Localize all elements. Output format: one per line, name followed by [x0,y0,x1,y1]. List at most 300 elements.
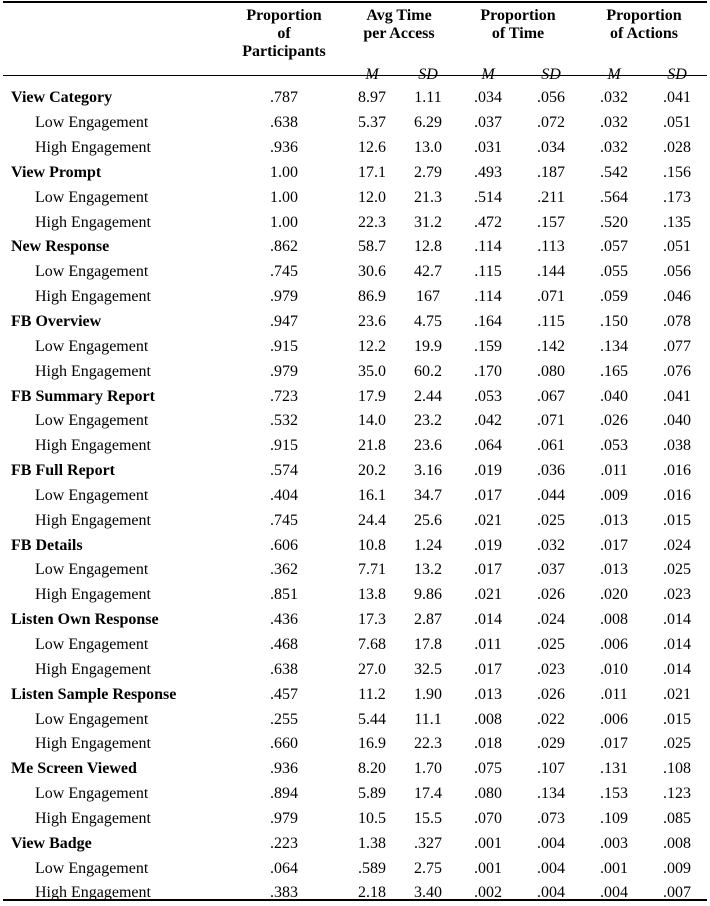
table-row [3,409,707,434]
cell-participants: .404 [270,486,298,504]
cell-prop-time-sd: .061 [537,437,565,455]
cell-avg-time-sd: 167 [416,288,440,306]
cell-participants: .574 [270,462,298,480]
cell-prop-time-m: .017 [474,561,502,579]
cell-avg-time-sd: 60.2 [414,362,442,380]
cell-prop-time-sd: .107 [537,760,565,778]
subheader-blank [3,61,225,86]
row-label: High Engagement [35,809,151,827]
header-line: Proportion [480,7,556,24]
cell-prop-actions-sd: .028 [663,139,692,157]
table-row [3,459,707,484]
cell-avg-time-sd: 22.3 [414,735,442,753]
subheader-m: M [365,66,379,83]
cell-prop-time-sd: .056 [537,89,565,107]
cell-prop-actions-m: .013 [600,511,629,529]
cell-prop-actions-m: .010 [600,660,629,678]
table-row [3,161,707,186]
cell-participants: .979 [270,362,298,380]
statistics-table [3,3,707,906]
cell-prop-time-m: .053 [474,387,502,405]
table-row [3,732,707,757]
cell-avg-time-m: 7.68 [358,635,386,653]
cell-avg-time-sd: 6.29 [414,114,442,132]
cell-prop-actions-sd: .038 [663,437,692,455]
subheader-blank [225,61,343,86]
cell-participants: .936 [270,139,298,157]
cell-avg-time-sd: 1.70 [414,760,442,778]
cell-participants: .915 [270,337,298,355]
cell-avg-time-sd: 9.86 [414,586,442,604]
table-row [3,831,707,856]
table-row [3,235,707,260]
header-line: Proportion [246,7,322,24]
cell-prop-time-sd: .071 [537,412,565,430]
row-label: High Engagement [35,586,151,604]
cell-avg-time-m: 8.97 [358,89,386,107]
header-line: of Actions [610,25,679,42]
cell-prop-actions-m: .008 [600,611,629,629]
cell-prop-actions-m: .165 [600,362,629,380]
cell-participants: .745 [270,511,298,529]
row-label: FB Full Report [11,462,115,480]
cell-prop-actions-sd: .015 [663,710,692,728]
cell-participants: .064 [270,859,298,877]
row-label: Low Engagement [35,114,149,132]
cell-prop-time-m: .170 [474,362,502,380]
table-row [3,334,707,359]
header-row [3,3,707,61]
cell-prop-time-m: .031 [474,139,502,157]
row-label: View Badge [11,834,92,852]
table-row [3,757,707,782]
row-label: Low Engagement [35,561,149,579]
cell-prop-time-sd: .025 [537,635,565,653]
cell-avg-time-sd: 23.6 [414,437,442,455]
cell-prop-actions-sd: .025 [663,561,692,579]
cell-prop-actions-m: .017 [600,735,629,753]
cell-prop-time-m: .017 [474,486,502,504]
cell-prop-time-m: .019 [474,536,502,554]
cell-participants: .851 [270,586,298,604]
cell-avg-time-sd: 2.44 [414,387,442,405]
table-row [3,86,707,111]
table-row [3,533,707,558]
cell-prop-time-sd: .044 [537,486,565,504]
cell-prop-actions-sd: .007 [663,884,692,902]
cell-avg-time-sd: 1.24 [414,536,442,554]
cell-avg-time-sd: 15.5 [414,809,442,827]
cell-prop-actions-sd: .051 [663,114,692,132]
cell-prop-time-m: .021 [474,586,502,604]
cell-prop-time-m: .115 [474,263,502,281]
header-line: of [277,25,291,42]
cell-prop-actions-m: .564 [600,188,629,206]
row-label: Low Engagement [35,412,149,430]
cell-avg-time-m: 10.5 [358,809,386,827]
subheader-sd: SD [667,66,687,83]
table-row [3,434,707,459]
cell-participants: 1.00 [270,188,298,206]
row-label: View Category [11,89,113,107]
cell-participants: 1.00 [270,213,298,231]
row-label: Low Engagement [35,785,149,803]
cell-prop-actions-m: .131 [600,760,629,778]
row-label: Low Engagement [35,263,149,281]
cell-prop-time-sd: .142 [537,337,565,355]
table-row [3,185,707,210]
cell-prop-actions-sd: .014 [663,660,692,678]
row-label: Low Engagement [35,859,149,877]
table-row [3,856,707,881]
cell-participants: 1.00 [270,163,298,181]
cell-prop-actions-m: .011 [600,685,628,703]
cell-prop-time-m: .514 [474,188,502,206]
row-label: High Engagement [35,735,151,753]
cell-avg-time-sd: 17.8 [414,635,442,653]
cell-avg-time-sd: 13.0 [414,139,442,157]
cell-prop-time-sd: .144 [537,263,565,281]
cell-prop-time-sd: .134 [537,785,565,803]
table-row [3,633,707,658]
cell-prop-actions-sd: .135 [663,213,692,231]
cell-prop-time-m: .013 [474,685,502,703]
cell-prop-time-m: .008 [474,710,502,728]
row-label: High Engagement [35,511,151,529]
table-row [3,136,707,161]
cell-prop-actions-sd: .016 [663,486,692,504]
cell-prop-actions-m: .001 [600,859,629,877]
cell-prop-time-m: .042 [474,412,502,430]
cell-prop-time-sd: .032 [537,536,565,554]
cell-prop-time-sd: .025 [537,511,565,529]
cell-prop-actions-sd: .014 [663,611,692,629]
cell-prop-actions-m: .013 [600,561,629,579]
cell-prop-time-sd: .080 [537,362,565,380]
cell-participants: .979 [270,809,298,827]
cell-prop-actions-sd: .041 [663,89,692,107]
row-label: Low Engagement [35,710,149,728]
cell-prop-time-sd: .115 [537,313,565,331]
cell-prop-time-sd: .024 [537,611,565,629]
cell-avg-time-m: 86.9 [358,288,386,306]
cell-prop-actions-m: .040 [600,387,629,405]
table-row [3,484,707,509]
header-line: per Access [363,25,435,42]
row-label: High Engagement [35,437,151,455]
table-row [3,260,707,285]
cell-prop-actions-sd: .051 [663,238,692,256]
cell-prop-actions-sd: .076 [663,362,692,380]
cell-avg-time-m: 58.7 [358,238,386,256]
cell-avg-time-m: 14.0 [358,412,386,430]
cell-avg-time-m: 17.9 [358,387,386,405]
cell-avg-time-sd: 2.75 [414,859,442,877]
row-label: Listen Sample Response [11,685,177,703]
cell-prop-actions-m: .059 [600,288,629,306]
cell-prop-time-m: .018 [474,735,502,753]
table-row [3,310,707,335]
cell-participants: .638 [270,660,298,678]
cell-avg-time-sd: 1.90 [414,685,442,703]
cell-avg-time-sd: 2.87 [414,611,442,629]
table-row [3,111,707,136]
cell-prop-actions-sd: .056 [663,263,692,281]
row-label: High Engagement [35,362,151,380]
header-prop-actions [581,3,707,61]
subheader-sd: SD [418,66,438,83]
cell-prop-actions-m: .017 [600,536,629,554]
cell-prop-actions-sd: .078 [663,313,692,331]
row-label: High Engagement [35,288,151,306]
cell-avg-time-sd: 4.75 [414,313,442,331]
cell-prop-time-sd: .022 [537,710,565,728]
cell-participants: .862 [270,238,298,256]
cell-avg-time-sd: 19.9 [414,337,442,355]
cell-prop-actions-m: .032 [600,114,629,132]
cell-participants: .723 [270,387,298,405]
cell-prop-actions-sd: .040 [663,412,692,430]
row-label: Low Engagement [35,188,149,206]
cell-prop-actions-sd: .015 [663,511,692,529]
cell-avg-time-m: 5.89 [358,785,386,803]
cell-avg-time-m: 12.2 [358,337,386,355]
cell-prop-actions-m: .006 [600,710,629,728]
cell-avg-time-m: 11.2 [358,685,386,703]
cell-prop-actions-m: .032 [600,89,629,107]
row-label: View Prompt [11,163,102,181]
cell-avg-time-sd: 25.6 [414,511,442,529]
row-label: FB Summary Report [11,387,155,405]
subheader-m: M [607,66,621,83]
cell-avg-time-sd: 12.8 [414,238,442,256]
cell-participants: .532 [270,412,298,430]
cell-prop-time-sd: .157 [537,213,565,231]
cell-prop-time-sd: .073 [537,809,565,827]
cell-avg-time-sd: 11.1 [414,710,442,728]
cell-avg-time-sd: 3.16 [414,462,442,480]
subheader-m: M [481,66,495,83]
table-row [3,782,707,807]
cell-prop-actions-sd: .021 [663,685,692,703]
cell-prop-time-m: .472 [474,213,502,231]
cell-prop-time-sd: .004 [537,884,565,902]
cell-prop-actions-sd: .085 [663,809,692,827]
cell-prop-time-sd: .072 [537,114,565,132]
table-row [3,881,707,906]
cell-avg-time-m: .589 [358,859,386,877]
cell-prop-time-m: .021 [474,511,502,529]
cell-prop-actions-m: .542 [600,163,629,181]
cell-prop-time-sd: .187 [537,163,565,181]
cell-prop-time-sd: .026 [537,685,565,703]
subheader-sd: SD [541,66,561,83]
cell-prop-time-sd: .029 [537,735,565,753]
cell-avg-time-sd: 21.3 [414,188,442,206]
cell-participants: .947 [270,313,298,331]
cell-participants: .979 [270,288,298,306]
row-label: Low Engagement [35,486,149,504]
cell-prop-actions-m: .150 [600,313,629,331]
header-line: Proportion [606,7,682,24]
header-avg-time [343,3,455,61]
cell-avg-time-sd: 34.7 [414,486,442,504]
cell-avg-time-m: 10.8 [358,536,386,554]
cell-prop-actions-sd: .123 [663,785,692,803]
cell-prop-actions-sd: .108 [663,760,692,778]
cell-prop-actions-sd: .025 [663,735,692,753]
cell-avg-time-sd: 31.2 [414,213,442,231]
cell-prop-actions-sd: .041 [663,387,692,405]
cell-prop-time-sd: .004 [537,859,565,877]
cell-participants: .436 [270,611,298,629]
cell-prop-actions-sd: .077 [663,337,692,355]
row-label: High Engagement [35,660,151,678]
cell-prop-actions-m: .032 [600,139,629,157]
cell-prop-actions-sd: .046 [663,288,692,306]
header-line: Participants [242,43,326,60]
cell-prop-time-m: .159 [474,337,502,355]
table-row [3,608,707,633]
cell-avg-time-m: 17.3 [358,611,386,629]
cell-prop-time-sd: .211 [537,188,565,206]
cell-prop-time-sd: .034 [537,139,565,157]
cell-avg-time-m: 16.9 [358,735,386,753]
cell-prop-time-m: .001 [474,834,502,852]
table-row [3,583,707,608]
header-line: Avg Time [366,7,432,24]
cell-prop-time-sd: .004 [537,834,565,852]
cell-avg-time-sd: 3.40 [414,884,442,902]
header-line: of Time [491,25,545,42]
cell-avg-time-sd: .327 [414,834,442,852]
cell-participants: .457 [270,685,298,703]
cell-prop-time-m: .070 [474,809,502,827]
cell-avg-time-m: 12.6 [358,139,386,157]
cell-avg-time-m: 5.44 [358,710,386,728]
cell-avg-time-m: 35.0 [358,362,386,380]
cell-participants: .936 [270,760,298,778]
table-row [3,707,707,732]
cell-prop-time-sd: .036 [537,462,565,480]
cell-avg-time-m: 22.3 [358,213,386,231]
cell-avg-time-m: 7.71 [358,561,386,579]
cell-participants: .223 [270,834,298,852]
cell-avg-time-m: 5.37 [358,114,386,132]
cell-prop-actions-m: .009 [600,486,629,504]
table-row [3,682,707,707]
table-row [3,558,707,583]
cell-avg-time-m: 16.1 [358,486,386,504]
cell-participants: .787 [270,89,298,107]
cell-prop-time-m: .064 [474,437,502,455]
table-row [3,210,707,235]
cell-avg-time-m: 30.6 [358,263,386,281]
table-row [3,359,707,384]
row-label: FB Overview [11,313,102,331]
table-row [3,285,707,310]
row-label: High Engagement [35,139,151,157]
table-row [3,806,707,831]
cell-prop-actions-m: .134 [600,337,629,355]
cell-participants: .468 [270,635,298,653]
cell-avg-time-sd: 2.79 [414,163,442,181]
cell-prop-actions-sd: .024 [663,536,692,554]
cell-prop-time-sd: .037 [537,561,565,579]
cell-prop-actions-m: .109 [600,809,629,827]
cell-prop-actions-m: .020 [600,586,629,604]
row-label: Me Screen Viewed [11,760,137,778]
cell-participants: .362 [270,561,298,579]
table-body [3,86,707,906]
row-label: New Response [11,238,110,256]
cell-prop-time-m: .164 [474,313,502,331]
cell-prop-time-m: .493 [474,163,502,181]
header-blank [3,3,225,61]
cell-prop-time-sd: .067 [537,387,565,405]
row-label: FB Details [11,536,83,554]
cell-avg-time-sd: 1.11 [414,89,442,107]
cell-participants: .638 [270,114,298,132]
cell-avg-time-sd: 32.5 [414,660,442,678]
cell-participants: .606 [270,536,298,554]
cell-participants: .255 [270,710,298,728]
cell-prop-actions-sd: .023 [663,586,692,604]
cell-avg-time-sd: 17.4 [414,785,442,803]
cell-prop-time-m: .114 [474,288,502,306]
row-label: High Engagement [35,213,151,231]
cell-prop-actions-m: .520 [600,213,629,231]
cell-prop-actions-m: .026 [600,412,629,430]
cell-avg-time-m: 21.8 [358,437,386,455]
row-label: High Engagement [35,884,151,902]
cell-prop-actions-m: .055 [600,263,629,281]
cell-prop-time-sd: .026 [537,586,565,604]
cell-participants: .660 [270,735,298,753]
cell-prop-actions-m: .003 [600,834,629,852]
cell-prop-time-sd: .113 [537,238,565,256]
cell-participants: .894 [270,785,298,803]
cell-prop-time-m: .002 [474,884,502,902]
cell-participants: .915 [270,437,298,455]
cell-prop-actions-m: .011 [600,462,628,480]
cell-avg-time-m: 2.18 [358,884,386,902]
header-prop-time [455,3,581,61]
table-row [3,657,707,682]
cell-participants: .745 [270,263,298,281]
cell-prop-actions-m: .053 [600,437,629,455]
table-row [3,384,707,409]
cell-avg-time-sd: 42.7 [414,263,442,281]
cell-prop-time-m: .017 [474,660,502,678]
cell-avg-time-m: 23.6 [358,313,386,331]
cell-avg-time-m: 1.38 [358,834,386,852]
subheader-row [3,61,707,86]
cell-prop-actions-m: .006 [600,635,629,653]
cell-prop-actions-m: .004 [600,884,629,902]
cell-prop-actions-m: .057 [600,238,629,256]
cell-prop-time-sd: .023 [537,660,565,678]
cell-prop-actions-sd: .008 [663,834,692,852]
cell-avg-time-m: 20.2 [358,462,386,480]
cell-prop-actions-sd: .016 [663,462,692,480]
cell-prop-time-sd: .071 [537,288,565,306]
cell-participants: .383 [270,884,298,902]
cell-avg-time-m: 12.0 [358,188,386,206]
cell-prop-time-m: .014 [474,611,502,629]
cell-prop-time-m: .019 [474,462,502,480]
table-row [3,508,707,533]
